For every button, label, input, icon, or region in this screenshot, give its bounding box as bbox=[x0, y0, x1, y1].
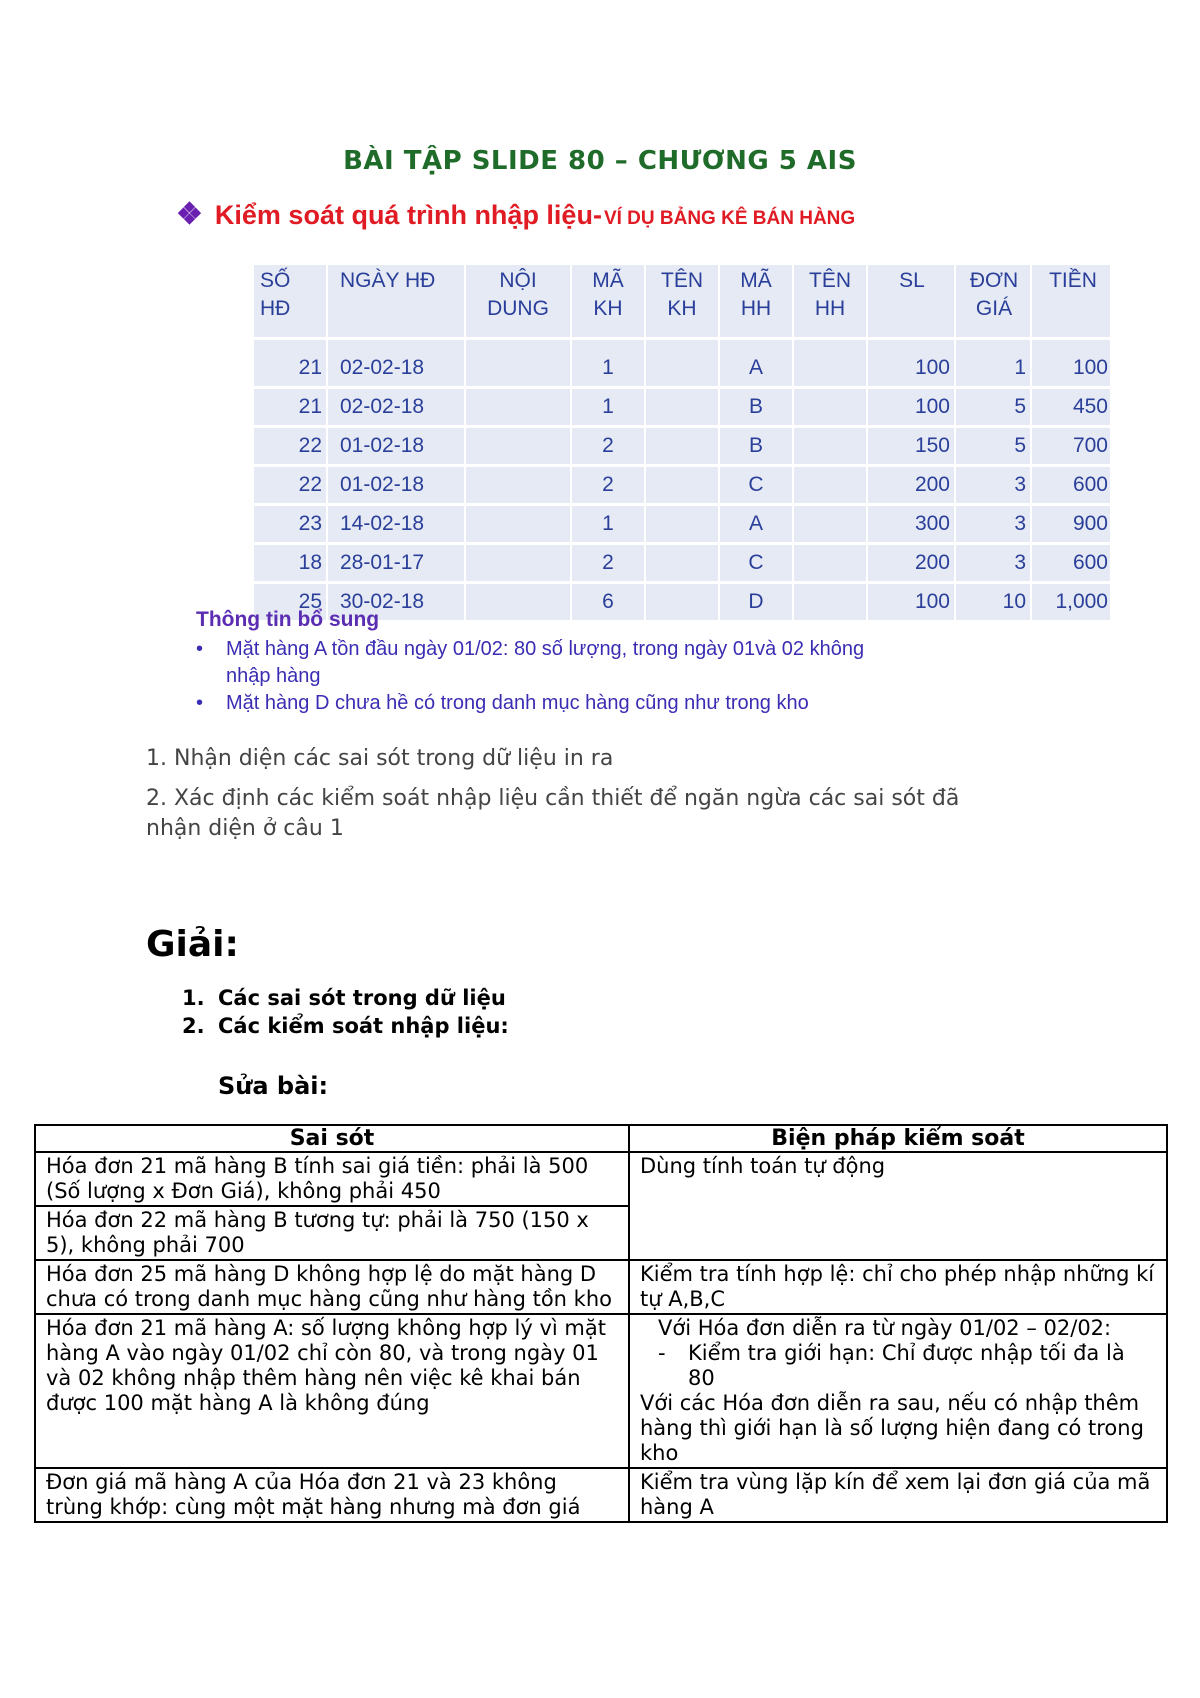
table-cell: 1 bbox=[572, 389, 644, 425]
column-header: SL bbox=[868, 265, 954, 337]
header-errors: Sai sót bbox=[35, 1125, 629, 1152]
info-heading: Thông tin bổ sung bbox=[196, 608, 380, 631]
table-cell: 21 bbox=[254, 340, 326, 386]
table-cell: 10 bbox=[956, 584, 1030, 620]
table-cell: 450 bbox=[1032, 389, 1110, 425]
info-list bbox=[196, 636, 864, 717]
page-title: BÀI TẬP SLIDE 80 – CHƯƠNG 5 AIS bbox=[343, 146, 857, 176]
solution-heading: Giải: bbox=[146, 924, 239, 965]
table-cell: C bbox=[720, 545, 792, 581]
table-row bbox=[35, 1152, 1167, 1206]
table-cell: 2 bbox=[572, 545, 644, 581]
table-cell: 100 bbox=[1032, 340, 1110, 386]
list-item: • Mặt hàng D chưa hề có trong danh mục hàng cũng như trong kho bbox=[196, 690, 864, 717]
column-header: SỐ HĐ bbox=[254, 265, 326, 337]
column-header: NỘI DUNG bbox=[466, 265, 570, 337]
table-cell: D bbox=[720, 584, 792, 620]
table-cell: A bbox=[720, 506, 792, 542]
table-cell: Kiểm tra vùng lặp kín để xem lại đơn giá của mã hàng A bbox=[629, 1468, 1167, 1522]
table-cell: 200 bbox=[868, 467, 954, 503]
table-cell: 5 bbox=[956, 428, 1030, 464]
column-header: MÃ HH bbox=[720, 265, 792, 337]
column-header: MÃ KH bbox=[572, 265, 644, 337]
bullet-icon: • bbox=[196, 692, 204, 714]
table-cell: 100 bbox=[868, 389, 954, 425]
table-cell: 2 bbox=[572, 428, 644, 464]
list-item: 2. Các kiểm soát nhập liệu: bbox=[182, 1014, 509, 1038]
table-cell: 900 bbox=[1032, 506, 1110, 542]
table-cell bbox=[466, 506, 570, 542]
column-header: TÊN HH bbox=[794, 265, 866, 337]
dash-bullet-icon: - bbox=[658, 1341, 666, 1365]
table-cell: Dùng tính toán tự động bbox=[629, 1152, 1167, 1260]
table-cell: Hóa đơn 21 mã hàng B tính sai giá tiền: phải là 500 (Số lượng x Đơn Giá), không phải 450 bbox=[35, 1152, 629, 1206]
correction-heading: Sửa bài: bbox=[218, 1072, 329, 1100]
solution-list bbox=[182, 984, 509, 1040]
table-cell bbox=[794, 340, 866, 386]
table-cell: 28-01-17 bbox=[328, 545, 464, 581]
table-cell: Hóa đơn 22 mã hàng B tương tự: phải là 750 (150 x 5), không phải 700 bbox=[35, 1206, 629, 1260]
table-cell: 23 bbox=[254, 506, 326, 542]
table-cell bbox=[794, 467, 866, 503]
additional-info bbox=[196, 608, 864, 717]
table-cell: 3 bbox=[956, 467, 1030, 503]
table-row bbox=[254, 506, 1110, 542]
table-cell: 30-02-18 bbox=[328, 584, 464, 620]
table-cell bbox=[646, 340, 718, 386]
table-cell: B bbox=[720, 428, 792, 464]
table-cell bbox=[646, 467, 718, 503]
table-cell: 01-02-18 bbox=[328, 428, 464, 464]
question-1: 1. Nhận diện các sai sót trong dữ liệu in ra bbox=[146, 746, 614, 771]
diamond-bullet-icon: ❖ bbox=[176, 198, 203, 231]
table-cell: A bbox=[720, 340, 792, 386]
table-row bbox=[35, 1314, 1167, 1468]
table-cell: 5 bbox=[956, 389, 1030, 425]
table-cell: 01-02-18 bbox=[328, 467, 464, 503]
answer-table bbox=[34, 1124, 1168, 1523]
table-row bbox=[35, 1468, 1167, 1522]
table-cell bbox=[646, 506, 718, 542]
table-cell: Hóa đơn 25 mã hàng D không hợp lệ do mặt hàng D chưa có trong danh mục hàng cũng như hàng tồn kho bbox=[35, 1260, 629, 1314]
table-cell bbox=[646, 389, 718, 425]
table-cell: 1 bbox=[572, 506, 644, 542]
table-cell: 1 bbox=[572, 340, 644, 386]
table-cell: 6 bbox=[572, 584, 644, 620]
table-row bbox=[254, 389, 1110, 425]
table-cell bbox=[466, 389, 570, 425]
table-row bbox=[254, 467, 1110, 503]
table-cell: B bbox=[720, 389, 792, 425]
table-cell: Đơn giá mã hàng A của Hóa đơn 21 và 23 không trùng khớp: cùng một mặt hàng nhưng mà đơn giá bbox=[35, 1468, 629, 1522]
table-cell: 100 bbox=[868, 584, 954, 620]
table-cell: 25 bbox=[254, 584, 326, 620]
table-cell: C bbox=[720, 467, 792, 503]
section-subtitle bbox=[176, 200, 855, 231]
table-header-row bbox=[254, 265, 1110, 337]
column-header: TÊN KH bbox=[646, 265, 718, 337]
table-cell: 14-02-18 bbox=[328, 506, 464, 542]
table-header-row bbox=[35, 1125, 1167, 1152]
table-cell: 150 bbox=[868, 428, 954, 464]
table-cell: 1,000 bbox=[1032, 584, 1110, 620]
table-cell bbox=[646, 428, 718, 464]
table-cell: 300 bbox=[868, 506, 954, 542]
list-item: • Mặt hàng A tồn đầu ngày 01/02: 80 số lượng, trong ngày 01và 02 không nhập hàng bbox=[196, 638, 865, 687]
table-cell: 18 bbox=[254, 545, 326, 581]
table-row bbox=[254, 545, 1110, 581]
column-header: ĐƠN GIÁ bbox=[956, 265, 1030, 337]
table-cell: 2 bbox=[572, 467, 644, 503]
subtitle-tail: VÍ DỤ BẢNG KÊ BÁN HÀNG bbox=[603, 208, 856, 229]
table-cell: 3 bbox=[956, 545, 1030, 581]
header-controls: Biện pháp kiểm soát bbox=[629, 1125, 1167, 1152]
table-cell: Với Hóa đơn diễn ra từ ngày 01/02 – 02/02: - Kiểm tra giới hạn: Chỉ được nhập tối đa là 80 Với các Hóa đơn diễn ra sau, nếu có nhập thêm hàng thì giới hạn là số lượng hiện đang có trong kho bbox=[629, 1314, 1167, 1468]
table-cell: 22 bbox=[254, 428, 326, 464]
subtitle-main: Kiểm soát quá trình nhập liệu- bbox=[214, 200, 602, 230]
question-2: 2. Xác định các kiểm soát nhập liệu cần thiết để ngăn ngừa các sai sót đã nhận diện ở câu 1 bbox=[146, 786, 960, 841]
table-cell: 21 bbox=[254, 389, 326, 425]
table-cell bbox=[466, 545, 570, 581]
table-cell bbox=[466, 428, 570, 464]
table-cell: 200 bbox=[868, 545, 954, 581]
table-row bbox=[254, 340, 1110, 386]
table-cell: Hóa đơn 21 mã hàng A: số lượng không hợp lý vì mặt hàng A vào ngày 01/02 chỉ còn 80, và trong ngày 01 và 02 không nhập thêm hàng nên việc kê khai bán được 100 mặt hàng A là không đúng bbox=[35, 1314, 629, 1468]
table-body bbox=[254, 340, 1110, 620]
table-cell: 1 bbox=[956, 340, 1030, 386]
table-cell: 3 bbox=[956, 506, 1030, 542]
column-header: TIỀN bbox=[1032, 265, 1110, 337]
table-cell bbox=[646, 545, 718, 581]
sales-listing-table bbox=[252, 262, 1112, 623]
table-row bbox=[35, 1260, 1167, 1314]
table-cell: 22 bbox=[254, 467, 326, 503]
table-cell: 02-02-18 bbox=[328, 340, 464, 386]
table-cell bbox=[794, 428, 866, 464]
table-cell: Kiểm tra tính hợp lệ: chỉ cho phép nhập những kí tự A,B,C bbox=[629, 1260, 1167, 1314]
table-cell: 600 bbox=[1032, 545, 1110, 581]
table-cell: 600 bbox=[1032, 467, 1110, 503]
table-cell bbox=[794, 545, 866, 581]
table-cell: 02-02-18 bbox=[328, 389, 464, 425]
table-cell: 100 bbox=[868, 340, 954, 386]
table-cell bbox=[466, 340, 570, 386]
table-cell bbox=[794, 506, 866, 542]
column-header: NGÀY HĐ bbox=[328, 265, 464, 337]
table-row bbox=[254, 428, 1110, 464]
table-cell bbox=[794, 389, 866, 425]
table-cell bbox=[466, 467, 570, 503]
bullet-icon: • bbox=[196, 638, 204, 660]
table-cell: 700 bbox=[1032, 428, 1110, 464]
list-item: 1. Các sai sót trong dữ liệu bbox=[182, 986, 506, 1010]
